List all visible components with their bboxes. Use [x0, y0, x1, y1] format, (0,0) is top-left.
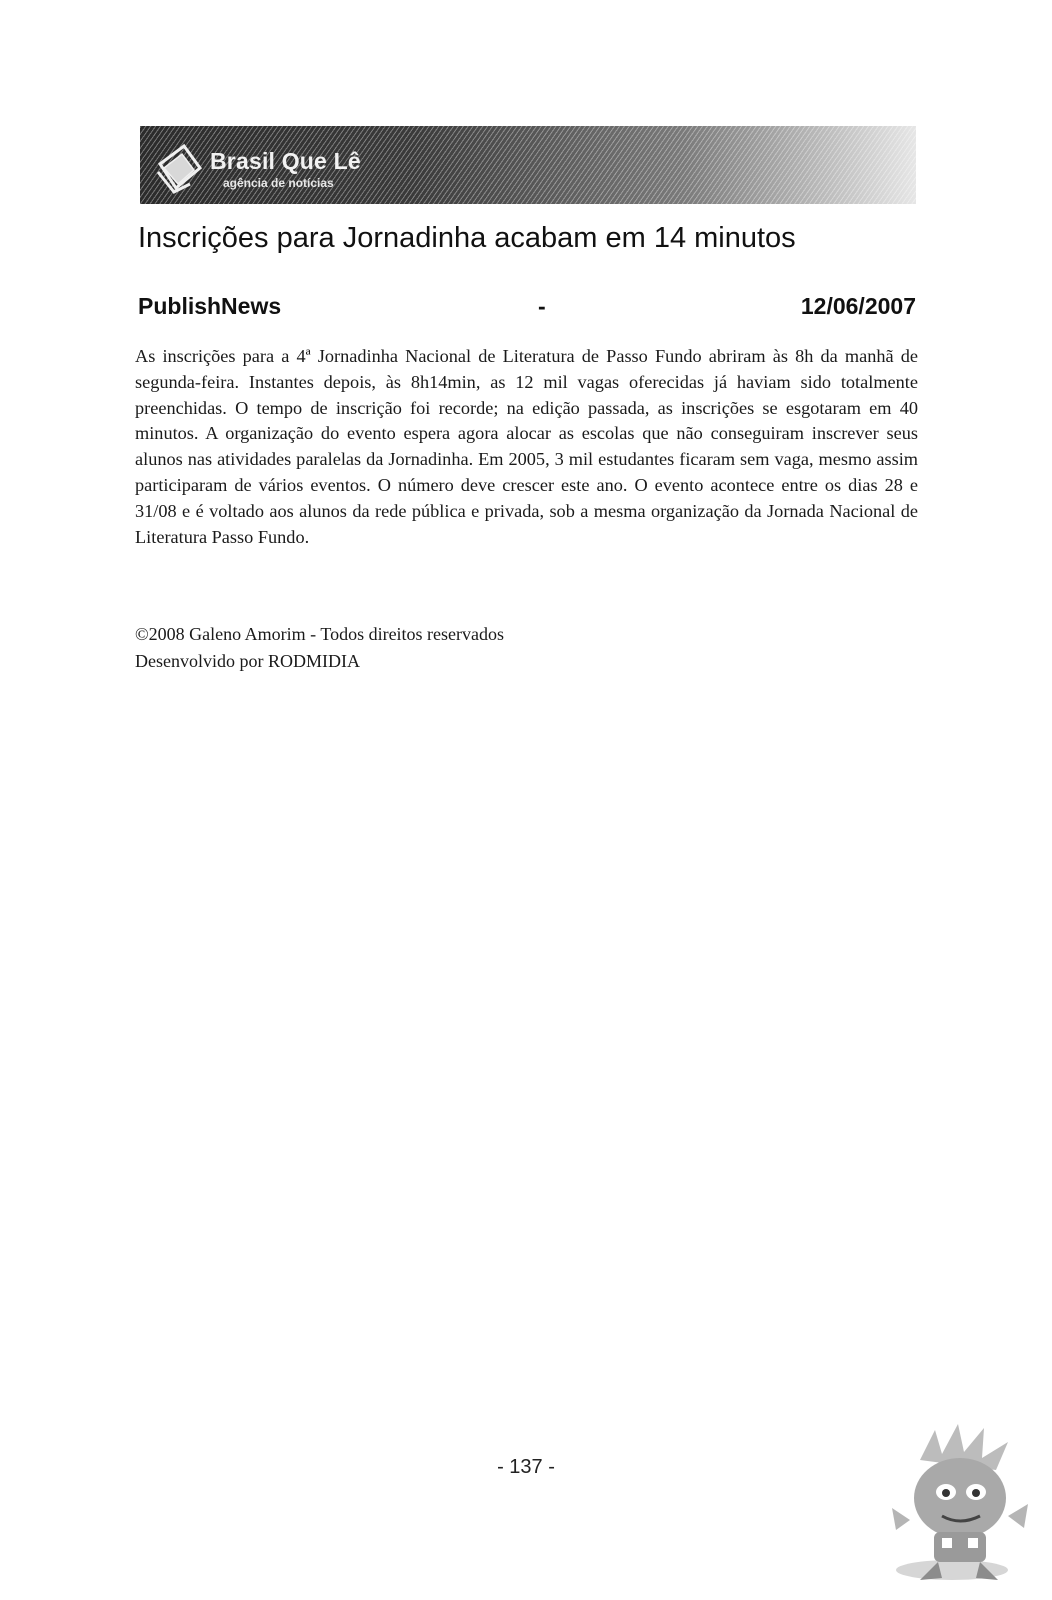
meta-separator: - — [538, 293, 546, 319]
article-body: As inscrições para a 4ª Jornadinha Nacional de Literatura de Passo Fundo abriram às 8h da manhã de segunda-feira. Instantes depois, às 8h14min, as 12 mil vagas oferecidas já haviam sido totalmente preenchidas. O tempo de inscrição foi recorde; na edição passada, as inscrições se esgotaram em 40 minutos. A organização do evento espera agora alocar as escolas que não conseguiram inscrever seus alunos nas atividades paralelas da Jornadinha. Em 2005, 3 mil estudantes ficaram sem vaga, mesmo assim participaram de vários eventos. O número deve crescer este ano. O evento acontece entre os dias 28 e 31/08 e é voltado aos alunos da rede pública e privada, sob a mesma organização da Jornada Nacional de Literatura Passo Fundo. — [135, 346, 918, 547]
brand-subtitle: agência de notícias — [223, 176, 334, 190]
page-number: - 137 - — [497, 1456, 555, 1478]
article-source: PublishNews — [138, 293, 282, 319]
article-date: 12/06/2007 — [800, 293, 916, 319]
developer-credit: Desenvolvido por RODMIDIA — [135, 651, 360, 671]
article-headline: Inscrições para Jornadinha acabam em 14 minutos — [138, 222, 796, 254]
brand-title: Brasil Que Lê — [210, 148, 361, 174]
header-banner — [140, 126, 916, 204]
mascot-illustration-icon — [880, 1420, 1040, 1590]
book-pages-icon — [154, 138, 204, 194]
copyright-notice: ©2008 Galeno Amorim - Todos direitos reservados — [135, 624, 505, 644]
